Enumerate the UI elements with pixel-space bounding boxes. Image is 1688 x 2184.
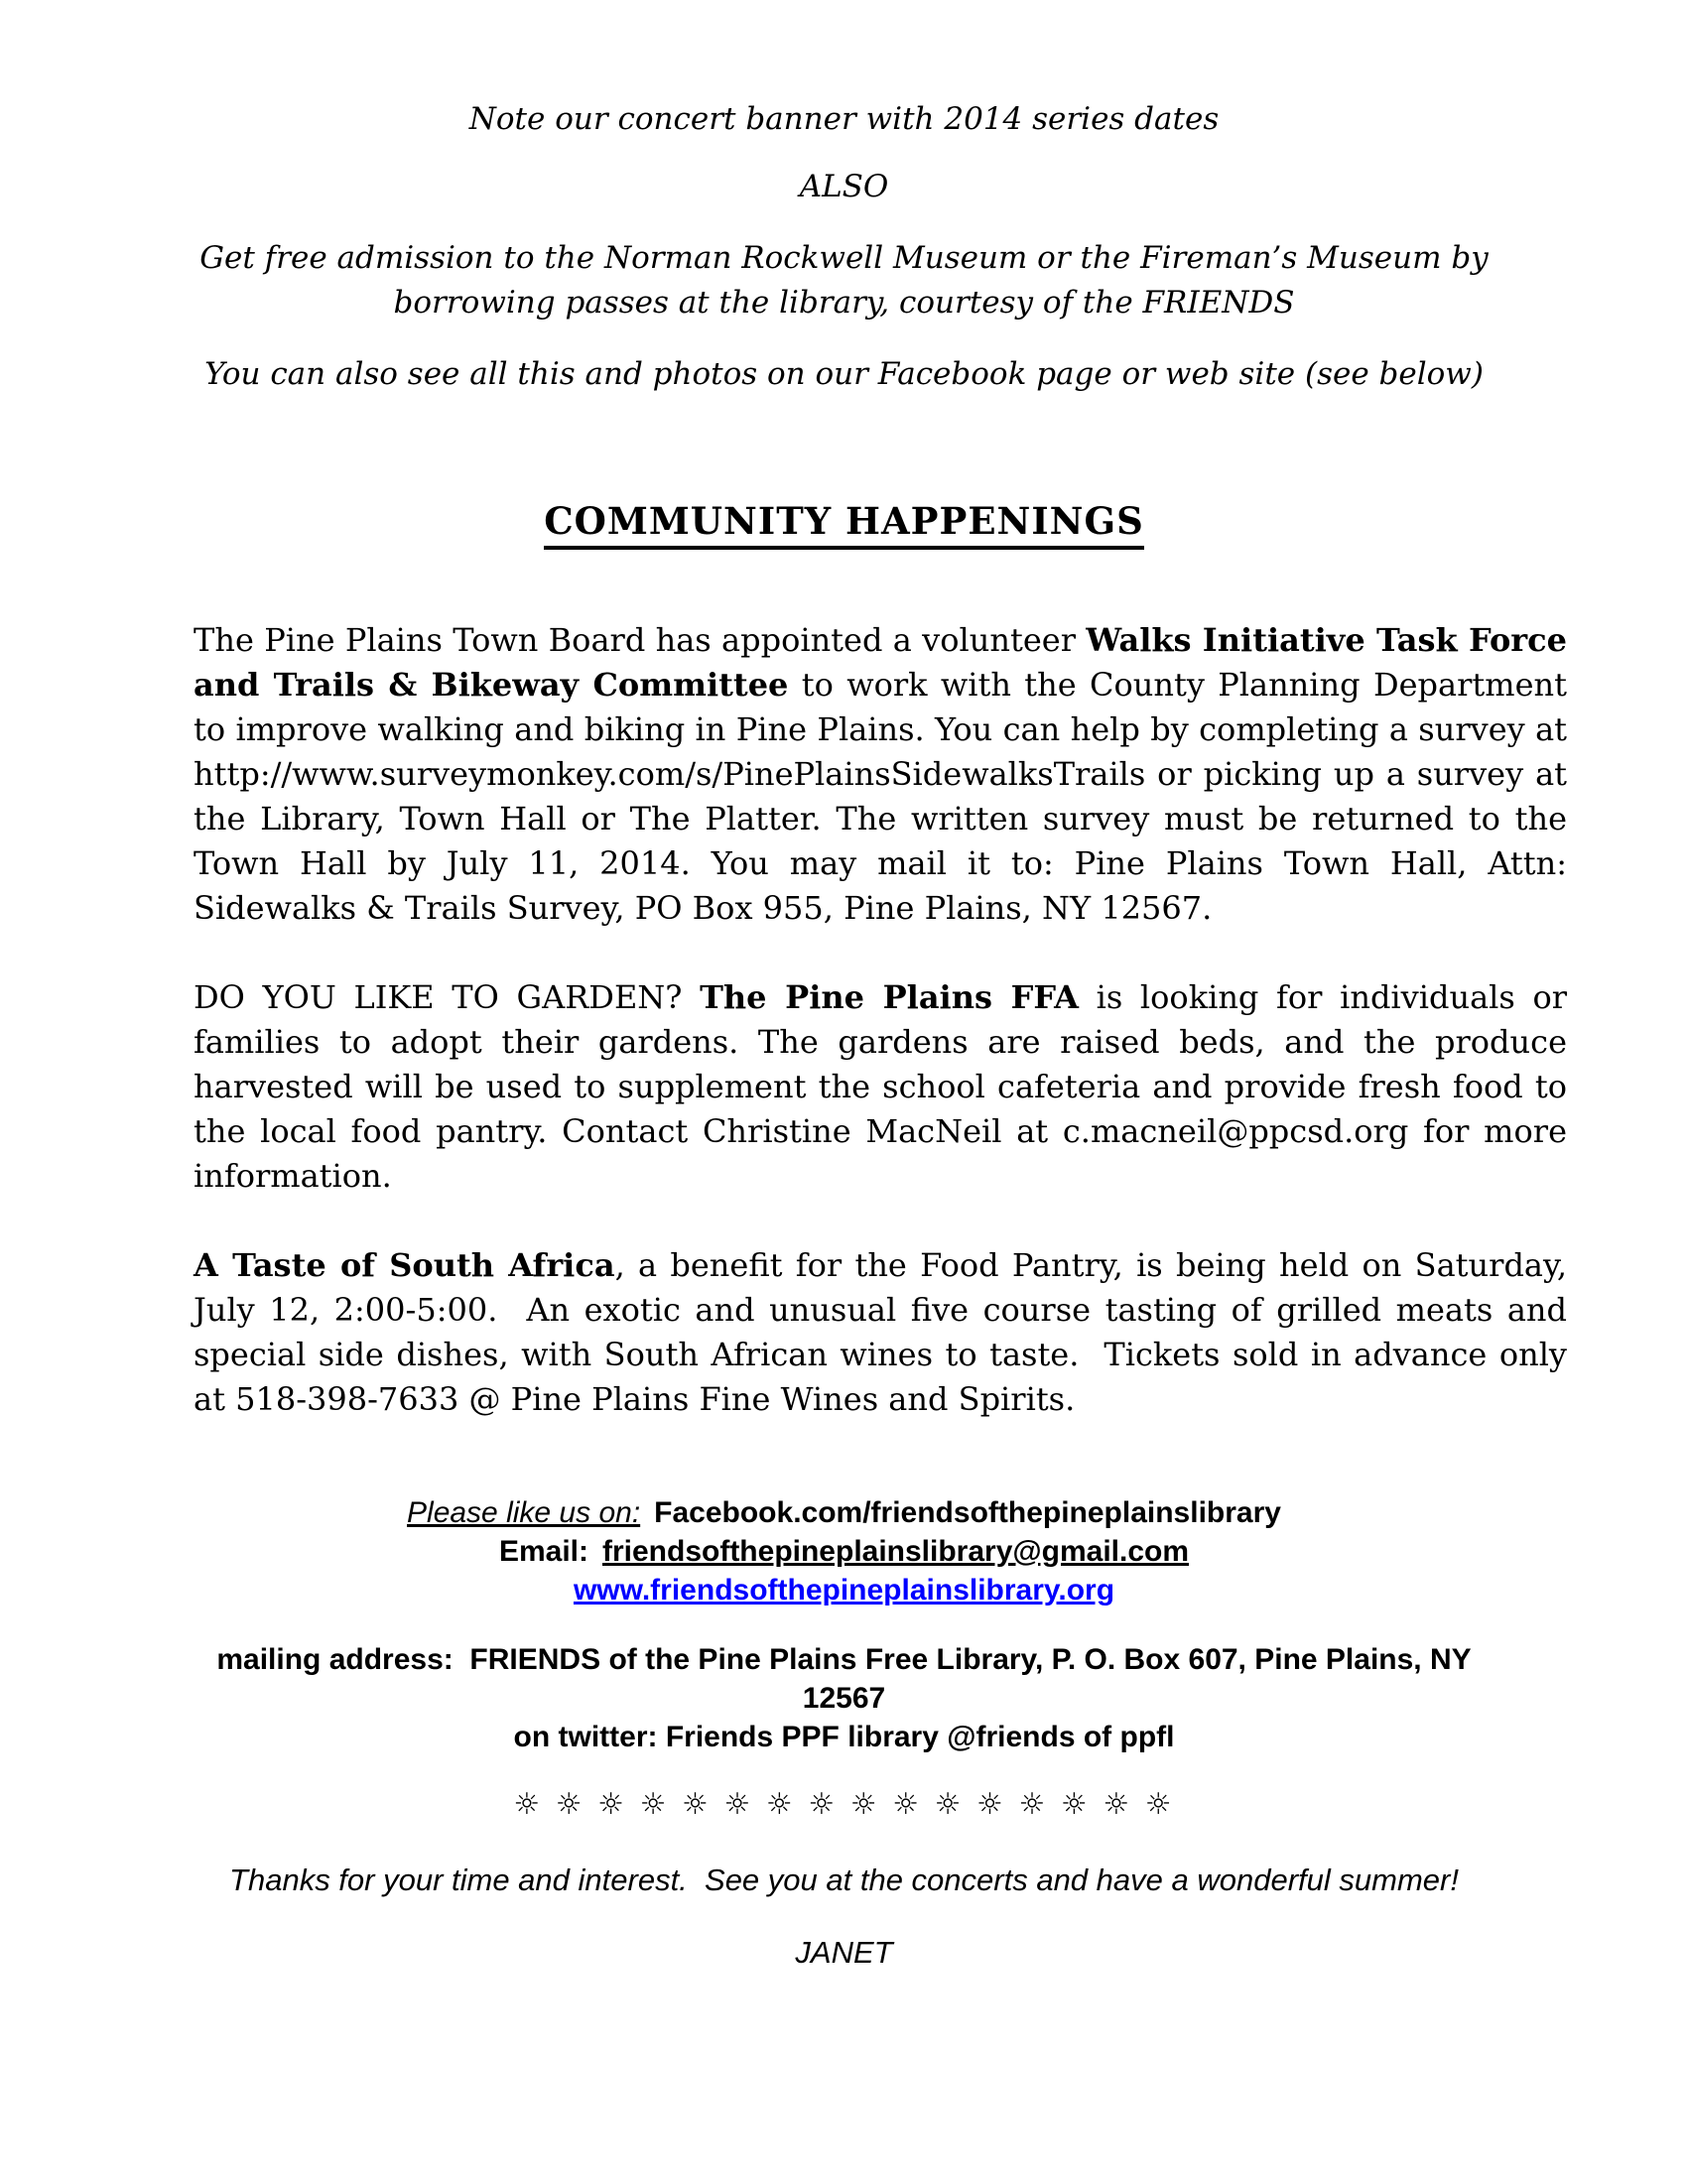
paragraph-text: The Pine Plains Town Board has appointed a volunteer: [194, 621, 1087, 659]
thanks-message: Thanks for your time and interest. See you at the concerts and have a wonderful summer!: [229, 1863, 1459, 1897]
email-label: Email:: [498, 1535, 588, 1568]
mailing-address-line1: mailing address: FRIENDS of the Pine Plains Free Library, P. O. Box 607, Pine Plains, NY: [216, 1643, 1472, 1676]
website-line: [0, 1571, 1688, 1609]
paragraph-text: is looking for individuals or families to adopt their gardens. The gardens are raised beds, and the produce harvested will be used to supplement the school cafeteria and provide fresh food to the local food pantry. Contact Christine MacNeil at c.macneil@ppcsd.org for more information.: [194, 978, 1578, 1195]
paragraph-text: to work with the County Planning Department to improve walking and biking in Pine Plains. You can help by completing a survey at http://www.surveymonkey.com/s/PinePlainsSidewalksTrails or picking up a survey at the Library, Town Hall or The Platter. The written survey must be returned to the Town Hall by July 11, 2014. You may mail it to: Pine Plains Town Hall, Attn: Sidewalks & Trails Survey, PO Box 955, Pine Plains, NY 12567.: [194, 666, 1578, 927]
website-link[interactable]: www.friendsofthepineplainslibrary.org: [573, 1574, 1115, 1606]
paragraph-bold-text: A Taste of South Africa: [194, 1246, 615, 1284]
paragraph-taste-of-south-africa: [194, 1243, 1578, 1422]
facebook-photos-note: You can also see all this and photos on our Facebook page or web site (see below): [204, 356, 1484, 392]
museum-passes-note: Get free admission to the Norman Rockwell Museum or the Fireman’s Museum by borrowing passes at the library, courtesy of the FRIENDS: [199, 240, 1498, 321]
paragraph-text: , a benefit for the Food Pantry, is being held on Saturday, July 12, 2:00-5:00. An exotic and unusual five course tasting of grilled meats and special side dishes, with South African wines to taste. Tickets sold in advance only at 518-398-7633 @ Pine Plains Fine Wines and Spirits.: [194, 1246, 1578, 1418]
please-like-us-label: Please like us on:: [407, 1496, 641, 1529]
facebook-page-name: Facebook.com/friendsofthepineplainslibrary: [654, 1496, 1281, 1529]
email-line: [0, 1532, 1688, 1571]
paragraph-bold-text: The Pine Plains FFA: [700, 978, 1079, 1016]
paragraph-garden-ffa: [194, 975, 1578, 1199]
signature-janet: JANET: [795, 1935, 893, 1970]
also-note: ALSO: [799, 169, 889, 204]
twitter-line: on twitter: Friends PPF library @friends of ppfl: [513, 1721, 1175, 1753]
community-happenings-heading: [0, 496, 1688, 546]
paragraph-bold-text: Walks Initiative Task Force and Trails & Bikeway Committee: [194, 621, 1579, 704]
paragraph-text: DO YOU LIKE TO GARDEN?: [194, 978, 701, 1016]
mailing-address-line2: 12567: [802, 1682, 886, 1715]
heading-text: COMMUNITY HAPPENINGS: [544, 499, 1144, 550]
paragraph-walks-initiative: [194, 618, 1579, 931]
mailing-address-block: [0, 1640, 1688, 1756]
concert-banner-note: Note our concert banner with 2014 series dates: [468, 101, 1220, 137]
sun-divider-row: ☼ ☼ ☼ ☼ ☼ ☼ ☼ ☼ ☼ ☼ ☼ ☼ ☼ ☼ ☼ ☼: [513, 1787, 1175, 1822]
email-address-link[interactable]: friendsofthepineplainslibrary@gmail.com: [601, 1535, 1190, 1568]
facebook-line: [0, 1493, 1688, 1532]
social-links-block: [0, 1493, 1688, 1609]
